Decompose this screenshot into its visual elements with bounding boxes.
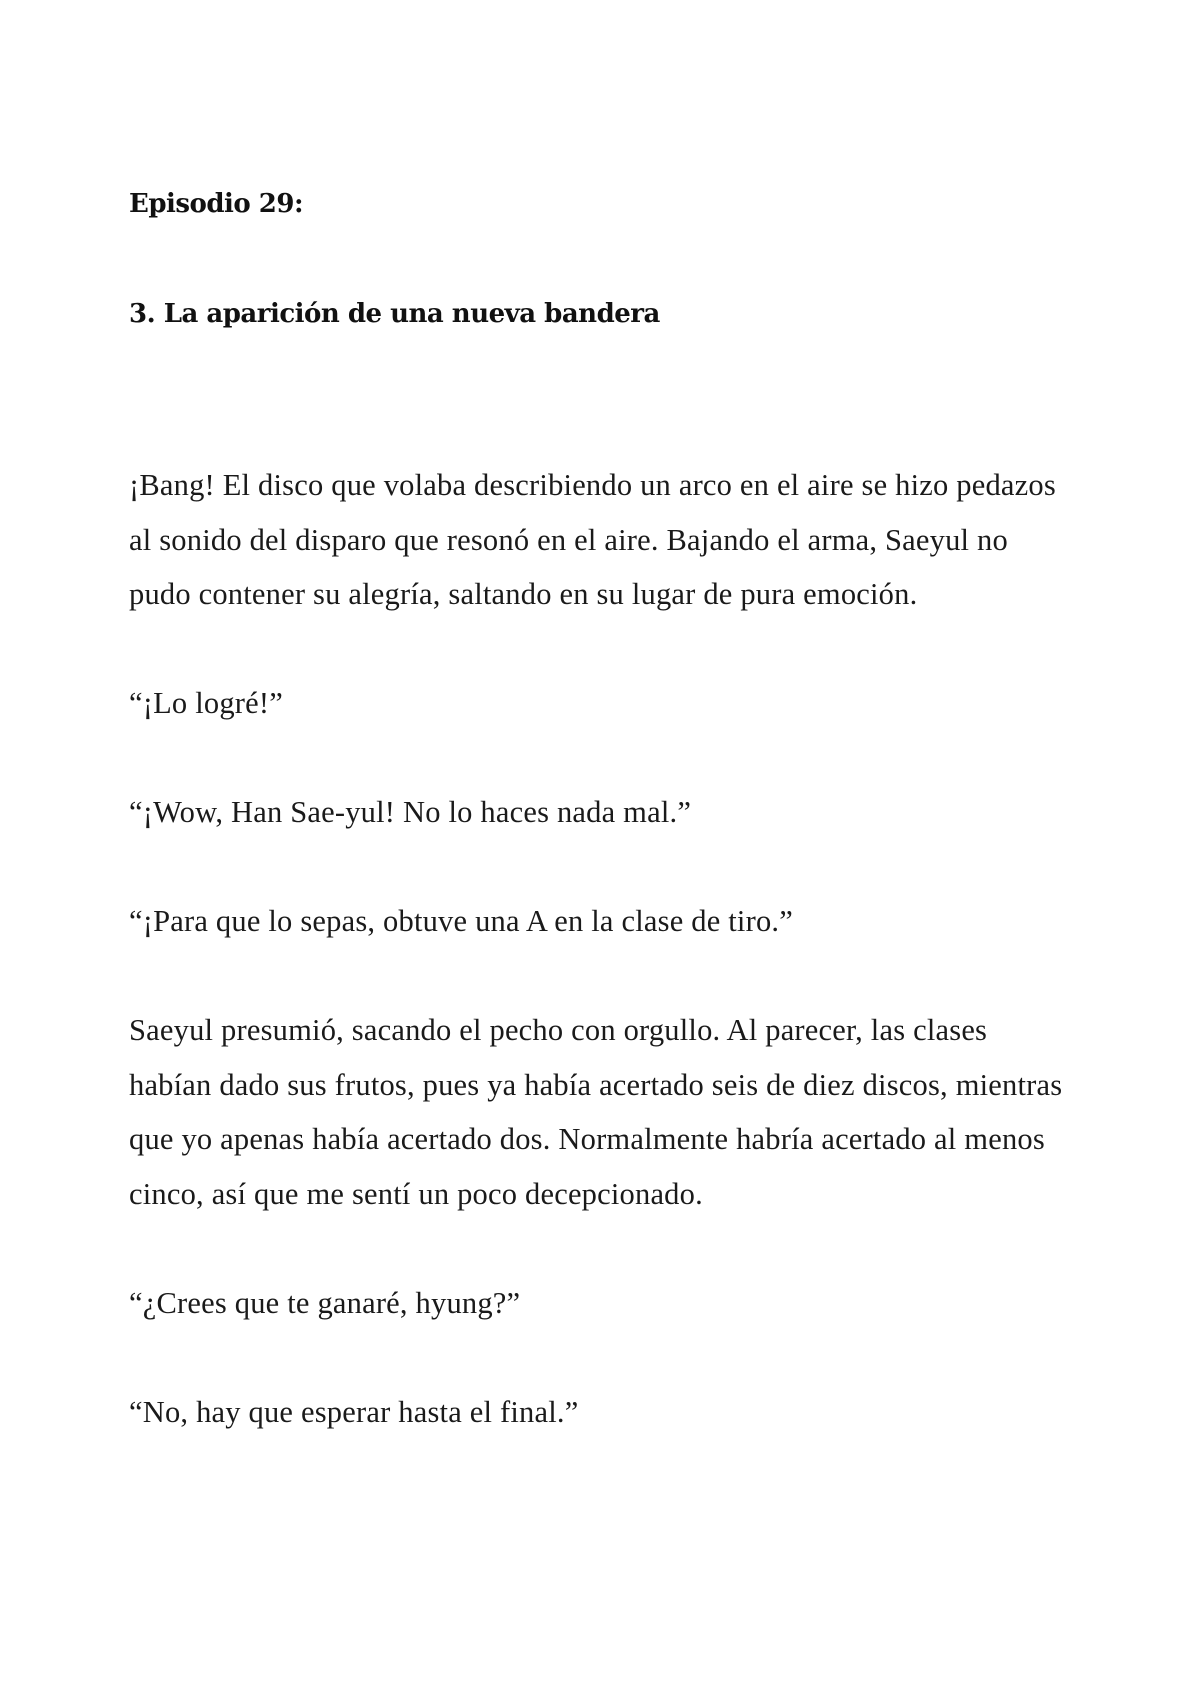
episode-title: Episodio 29: <box>129 189 304 219</box>
paragraph-1: ¡Bang! El disco que volaba describiendo un arco en el aire se hizo pedazos al sonido del disparo que resonó en el aire. Bajando el arma, Saeyul no pudo contener su alegría, saltando en su lugar de pura emoción. <box>129 468 1056 611</box>
paragraph-7: “No, hay que esperar hasta el final.” <box>129 1394 579 1429</box>
chapter-title: 3. La aparición de una nueva bandera <box>129 299 660 329</box>
body-text <box>129 458 1069 1439</box>
paragraph-5: Saeyul presumió, sacando el pecho con orgullo. Al parecer, las clases habían dado sus frutos, pues ya había acertado seis de diez discos, mientras que yo apenas había acertado dos. Normalmente habría acertado al menos cinco, así que me sentí un poco decepcionado. <box>129 1013 1063 1211</box>
paragraph-3: “¡Wow, Han Sae-yul! No lo haces nada mal.” <box>129 795 692 829</box>
paragraph-6: “¿Crees que te ganaré, hyung?” <box>129 1285 521 1320</box>
paragraph-4: “¡Para que lo sepas, obtuve una A en la clase de tiro.” <box>129 904 793 938</box>
document-content <box>129 184 1069 1494</box>
paragraph-2: “¡Lo logré!” <box>129 686 283 720</box>
